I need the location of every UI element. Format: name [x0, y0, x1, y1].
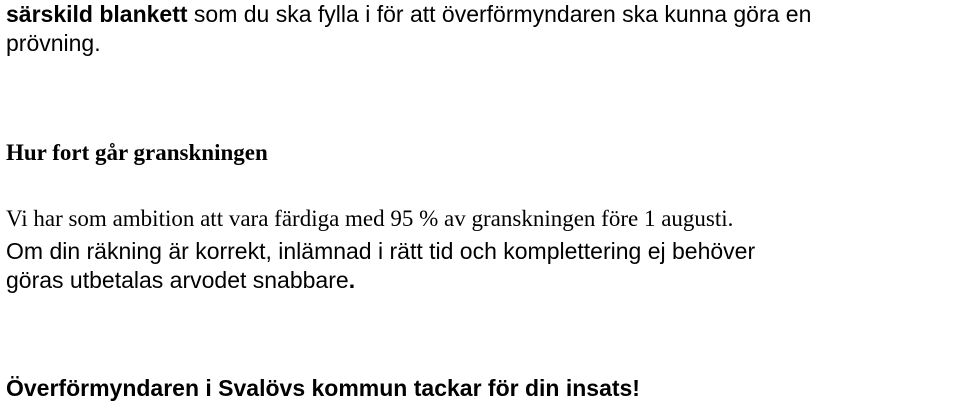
- ambition-sentence: Vi har som ambition att vara färdiga med 95 % av granskningen före 1 augusti.: [6, 206, 734, 231]
- section-heading: Hur fort går granskningen: [6, 140, 268, 165]
- intro-line-1-text: som du ska fylla i för att överförmyndaren ska kunna göra en: [187, 1, 812, 27]
- payment-line-2-text: göras utbetalas arvodet snabbare: [6, 267, 349, 293]
- intro-line-1: [6, 0, 811, 29]
- payment-line-2: [6, 266, 755, 295]
- special-form-bold: särskild blankett: [6, 1, 188, 27]
- intro-paragraph: [6, 0, 811, 58]
- closing-thanks: Överförmyndaren i Svalövs kommun tackar för din insats!: [6, 375, 640, 401]
- intro-line-2: prövning.: [6, 30, 101, 56]
- payment-line-2-period: .: [348, 267, 356, 293]
- payment-line-1: Om din räkning är korrekt, inlämnad i rätt tid och komplettering ej behöver: [6, 238, 756, 264]
- payment-paragraph: [6, 237, 755, 295]
